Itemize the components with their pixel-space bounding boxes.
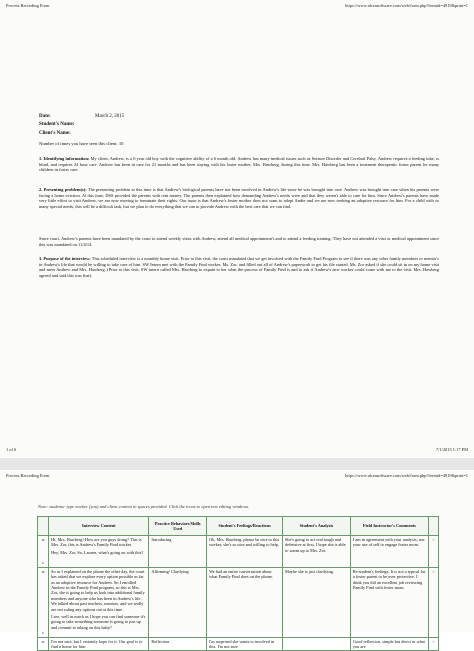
page-header-url[interactable]: https://www.alceasoftware.com/web/form.php?formid=4919&print=1	[345, 3, 468, 8]
speaker-cell	[38, 567, 49, 637]
page-separator	[0, 458, 474, 470]
page-header-title: Process Recording Form	[6, 473, 50, 478]
date-row	[39, 114, 124, 120]
times-seen: Number of times you have seen this client: 10	[39, 141, 124, 146]
page-header-url[interactable]: https://www.alceasoftware.com/web/form.php?formid=4919&print=1	[345, 473, 468, 478]
clients-name-label: Client's Name:	[39, 131, 71, 136]
print-timestamp: 7/1/2015 1:17 PM	[436, 447, 468, 452]
table-header-row	[38, 517, 439, 536]
skills-cell[interactable]: Affirming/ Clarifying	[149, 567, 207, 637]
speaker-client: c	[42, 560, 45, 566]
remove-row-icon[interactable]: ×	[428, 567, 438, 637]
speaker-worker: w	[41, 537, 45, 542]
table-row	[38, 637, 439, 651]
page-header-title: Process Recording Form	[6, 3, 50, 8]
table-row	[38, 567, 439, 637]
speaker-client: c	[42, 630, 45, 636]
column-header: Field Instructor's Comments	[350, 517, 428, 536]
process-recording-table	[37, 516, 439, 651]
feelings-cell[interactable]: I'm surprised she wants to involved in this. I'm not sure	[207, 637, 283, 651]
analysis-cell[interactable]	[283, 637, 351, 651]
analysis-cell[interactable]: She's going to act real tough and defensive at first, I hope she is able to warm up to Mrs. Zor.	[283, 536, 351, 568]
feelings-cell[interactable]: We had an entire conversation about what Family Find does on the phone.	[207, 567, 283, 637]
interview-content-cell[interactable]: So as I explained on the phone the other day, the court has asked that we explore every option possible as far as an adoptive resource for Andrew. So I enrolled Andrew in the Family Find program, so this is Mrs. Zor, she is going to help us look into additional family members and anyone who has been in Andrew's life. We talked about past teachers, mentors, and we really are not ruling any options out at this time. I see, well as much as I hope you can find someone it's going to take something someone is going to just up and commit to taking on this baby?	[49, 567, 149, 637]
students-name-label: Student's Name:	[39, 122, 75, 127]
section-court-mandate: Since court, Andrew's parents have been mandated by the court to attend weekly visits with Andrew, attend all medical appointment's and to attend a feeding training. They have not attended a visit or medical appointment since this was mandated on 11/4/14.	[39, 236, 439, 247]
section-presenting-problems: 2. Presenting problem(s): The presenting problem at this time is that Andrew's biological parents have not been involved in Andrew's life since he was brought into care. Andrew was brought into care when his parents were facing a home eviction. At this time, DSS provided the parents with rent money. The parents then explained how demanding Andrew's needs were and that they weren't able to care for him. Since Andrew's parents have made very little effort to visit Andrew, we are now moving to terminate their rights. Our issue is that Andrew's foster mother does not want to adopt Andre and we are now seeking an adoptive resource for him. For a child with so many special needs, this will be a difficult task, but we plan to do everything that we can to provide Andrew with the best care that we can find.	[39, 187, 439, 209]
remove-column-header	[428, 517, 438, 536]
speaker-worker: w	[41, 568, 45, 574]
skills-cell[interactable]: Reflection	[149, 637, 207, 651]
table-row	[38, 536, 439, 568]
speaker-worker: w	[41, 638, 45, 644]
page-number: 1 of 6	[6, 447, 17, 452]
comments-cell[interactable]: Re:student's feelings, It is not a typical for a foster parent to be over protective. I think you did an excellent job reviewing Family Find with foster mom.	[350, 567, 428, 637]
instructions-note: Note: students- type worker (you) and client content in spaces provided. Click the icons to open text editing windows.	[38, 504, 250, 509]
column-header: Practice Behaviors/Skills Used	[149, 517, 207, 536]
speaker-cell	[38, 536, 49, 568]
column-header: Interview Content	[49, 517, 149, 536]
column-header: Student's Analysis	[283, 517, 351, 536]
speaker-cell	[38, 637, 49, 651]
date-value: March 2, 2015	[95, 114, 125, 119]
interview-content-cell[interactable]: I'm not sure, but I certainly hope for it. Our goal is to find a home for him	[49, 637, 149, 651]
date-label: Date:	[39, 114, 51, 119]
remove-row-icon[interactable]: ×	[428, 637, 438, 651]
section-identifying-information: 1. Identifying information: My client, Andrew, is a 6 year old boy with the cognitive ability of a 6 month old. Andrew has many medical issues such as Seizure Disorder and Cerebral Palsy. Andrew requires a feeding tube, is blind, and requires 24 hour care. Andrew has been in care for 21 months and has been staying with his foster mother, Mrs. Hawberg, during this time. Mrs. Hawberg has been a treatment therapeutic foster parent for many children in foster care.	[39, 156, 439, 173]
interview-content-cell[interactable]: Hi, Mrs. Hawberg! How are you guys doing? This is Mrs. Zor, this is Andrew's Family Find worker. Hey, Mrs. Zor. So, Lauren, what's going on with this?	[49, 536, 149, 568]
comments-cell[interactable]: Good reflection, simple but direct in what you are	[350, 637, 428, 651]
remove-row-icon[interactable]: ×	[428, 536, 438, 568]
feelings-cell[interactable]: Oh, Mrs. Hawberg, please be nice to this worker, she's so nice and willing to help.	[207, 536, 283, 568]
comments-cell[interactable]: I am in agreement with your analysis; use your use of self to engage foster mom.	[350, 536, 428, 568]
analysis-cell[interactable]: Maybe she is just clarifying.	[283, 567, 351, 637]
section-purpose-of-interview: 3. Purpose of the interview: This scheduled interview is a monthly home visit. Prior to this visit, the court mandated that we get involved with the Family Find Program to see if there was any other family members or mentor's in Andrew's life that would be willing to take care of him. SW Intern met with the Family Find worker, Ms. Zor, and filled out all of Andrew's paperwork to get his file started. Ms. Zor asked if she could sit in on my home visit and meet Andrew and Mrs. Hawberg. (Prior to this visit, SW intern called Mrs. Hawberg to expain to her what the process of Family Find is and to ask if Andrew's new worker could come with me to the visit. Mrs. Hawberg agreed and said this was fine).	[39, 256, 439, 278]
form-page-2	[0, 470, 474, 650]
speaker-column-header	[38, 517, 49, 536]
skills-cell[interactable]: Introducing	[149, 536, 207, 568]
column-header: Student's Feelings/Reactions	[207, 517, 283, 536]
